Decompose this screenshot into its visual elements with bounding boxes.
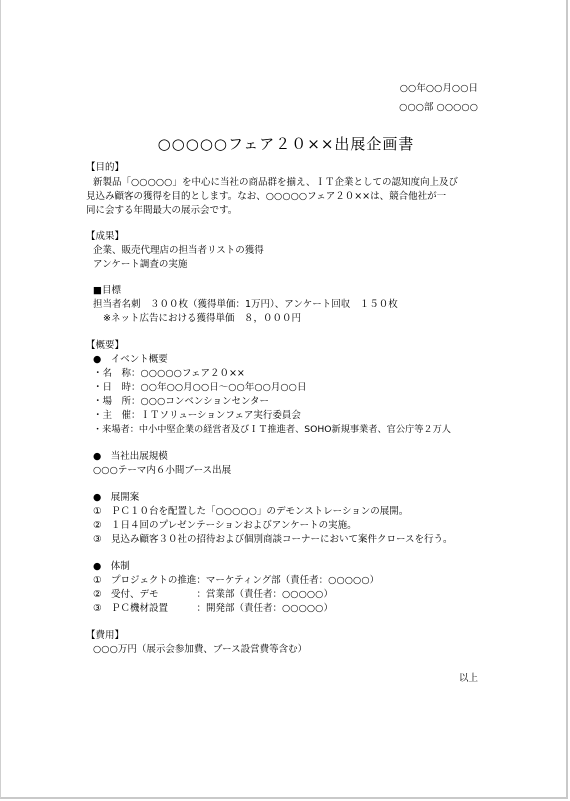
goal-heading: ■目標 (93, 285, 121, 296)
plan-item-3: ③ 見込み顧客３０社の招待および個別商談コーナーにおいて案件クロースを行う。 (93, 534, 453, 545)
results-item-1: 企業、販売代理店の担当者リストの獲得 (93, 245, 264, 256)
results-heading: 【成果】 (86, 231, 125, 242)
cost-heading: 【費用】 (86, 630, 125, 641)
system-heading: ● 体制 (93, 561, 130, 572)
purpose-line-3: 同に会する年間最大の展示会です。 (86, 205, 238, 216)
goal-line-1: 担当者名刺 ３００枚（獲得単価：1万円）、アンケート回収 １５０枚 (93, 299, 398, 310)
document-title: ○○○○○フェア２０××出展企画書 (157, 135, 415, 153)
event-organizer: ・主 催：ＩＴソリューションフェア実行委員会 (93, 410, 301, 421)
event-place: ・場 所：○○○コンベンションセンター (93, 396, 270, 407)
system-item-3: ③ ＰＣ機材設置 ：開発部（責任者：○○○○○） (93, 603, 333, 614)
goal-line-2: ※ネット広告における獲得単価 ８，０００円 (103, 313, 301, 324)
purpose-line-1: 新製品「○○○○○」を中心に当社の商品群を揃え、ＩＴ企業としての認知度向上及び (93, 177, 459, 188)
event-visitors: ・来場者：中小中堅企業の経営者及びＩＴ推進者、SOHO新規事業者、官公庁等２万人 (93, 424, 451, 435)
event-name: ・名 称：○○○○○フェア２０×× (93, 368, 245, 379)
plan-item-2: ② １日４回のプレゼンテーションおよびアンケートの実施。 (93, 520, 357, 531)
plan-item-1: ① ＰＣ１０台を配置した「○○○○○」のデモンストレーションの展開。 (93, 506, 409, 517)
document-department: ○○○部 ○○○○○ (399, 102, 478, 113)
exhibit-scale: ○○○テーマ内６小間ブース出展 (93, 465, 232, 476)
event-overview-heading: ● イベント概要 (93, 354, 168, 365)
system-item-1: ① プロジェクトの推進：マーケティング部（責任者：○○○○○） (93, 575, 380, 586)
overview-heading: 【概要】 (86, 340, 125, 351)
system-item-2: ② 受付、デモ ：営業部（責任者：○○○○○） (93, 589, 333, 600)
plan-heading: ● 展開案 (93, 492, 140, 503)
exhibit-scale-heading: ● 当社出展規模 (93, 451, 168, 462)
closing-text: 以上 (458, 673, 478, 684)
results-item-2: アンケート調査の実施 (93, 259, 188, 270)
purpose-heading: 【目的】 (86, 162, 125, 173)
event-datetime: ・日 時：○○年○○月○○日～○○年○○月○○日 (93, 382, 307, 393)
cost-line-1: ○○○万円（展示会参加費、ブース設営費等含む） (93, 644, 308, 655)
purpose-line-2: 見込み顧客の獲得を目的とします。なお、○○○○○フェア２０××は、競合他社が一 (86, 191, 447, 202)
document-date: ○○年○○月○○日 (399, 83, 478, 94)
